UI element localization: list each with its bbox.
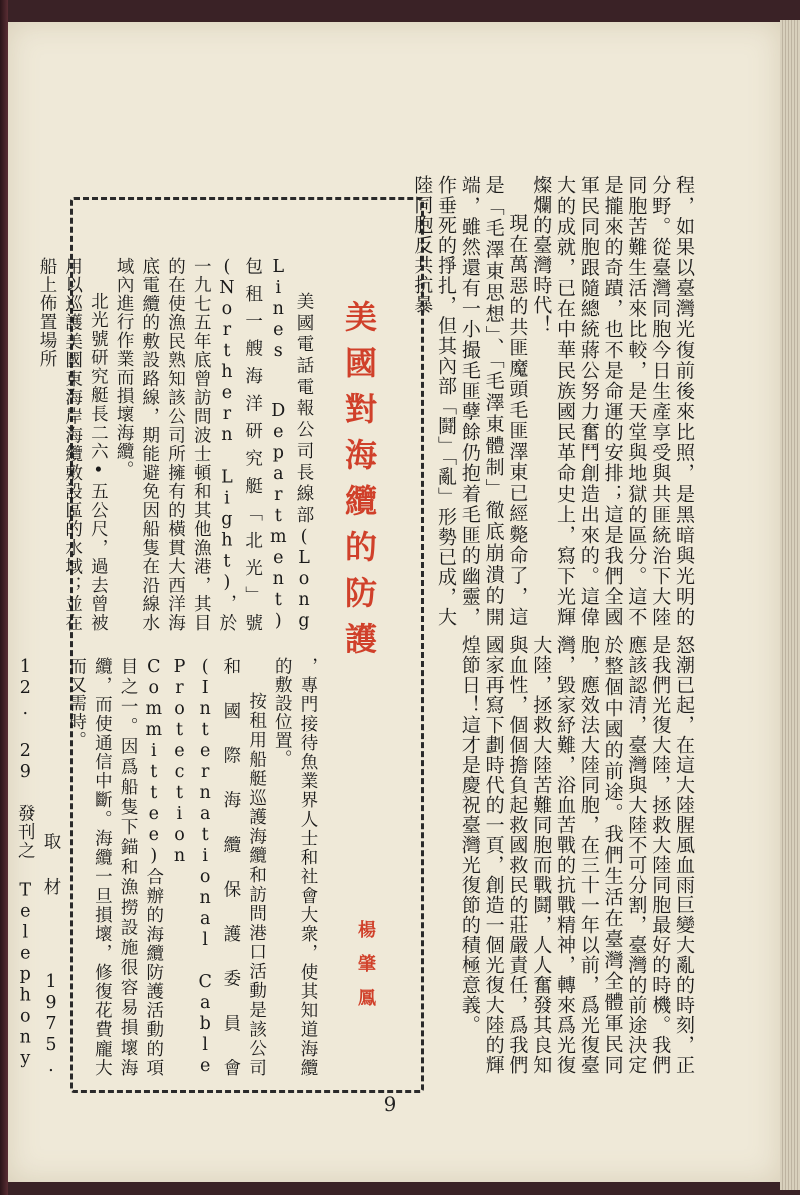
- boxed-article-source: 取材 1975. 12. 29 發刊之 Telephony: [15, 657, 61, 1077]
- main-paragraph-3: 怒潮已起，在這大陸腥風血雨巨變大亂的時刻，正是我們光復大陸，拯救大陸同胞最好的時機。我們應該認清，臺灣與大陸不可分割，臺灣的前途決定於整個中國的前途。我們生活在臺灣全體軍民同胞，應效法大陸同胞，在三十一年以前，爲光復臺灣，毀家紓難，浴血苦戰的抗戰精神，轉來爲光復大陸，拯救大陸苦難同胞而戰鬪，人人奮發其良知與血性，個個擔負起救國救民的莊嚴責任，爲我們國家再寫下劃時代的一頁，創造一個光復大陸的輝煌節日！這才是慶祝臺灣光復節的積極意義。: [458, 635, 695, 1075]
- page-number: 9: [383, 1092, 397, 1116]
- boxed-article-title: 美國對海纜的防護: [340, 300, 378, 668]
- boxed-paragraph-3: ，專門接待魚業界人士和社會大衆，使其知道海纜的敷設位置。: [272, 657, 318, 1077]
- main-article-lower-column: [458, 635, 695, 1075]
- main-article-upper-column: [411, 175, 695, 627]
- boxed-paragraph-1: 美國電話電報公司長線部(Long Lines Department)包租一艘海洋研究艇「北光」號(Northern Light)，於一九七五年底曾訪問波士頓和其他漁港，其目的在使漁民熟知該公司所擁有的橫貫大西洋海底電纜的敷設路線，期能避免因船隻在沿線水域內進行作業而損壞海纜。: [114, 257, 314, 632]
- book-spine: [0, 0, 8, 1195]
- boxed-article-lower-column: [15, 657, 320, 1077]
- main-paragraph-2: 現在萬惡的共匪魔頭毛匪澤東已經斃命了，這是「毛澤東思想」、「毛澤東體制」徹底崩潰的開端，雖然還有一小撮毛匪孽餘仍抱着毛匪的幽靈，作垂死的掙扎，但其內部「鬪」「亂」形勢已成，大陸同胞反共抗暴: [411, 175, 529, 627]
- main-paragraph-1: 程，如果以臺灣光復前後來比照，是黑暗與光明的分野。從臺灣同胞今日生產享受與共匪統治下大陸同胞苦難生活來比較，是天堂與地獄的區分。這不是攏來的奇蹟，也不是命運的安排；這是我們全國軍民同胞跟隨總統蔣公努力奮鬥創造出來的。這偉大的成就，已在中華民族國民革命史上，寫下光輝燦爛的臺灣時代！: [530, 175, 695, 627]
- boxed-paragraph-4: 按租用船艇巡護海纜和訪問港口活動是該公司和國際海纜保護委員會 (International Cable Protection Committee)合辦的海纜防護活動的項目之一。因爲船隻下錨和漁撈設施很容易損壞海纜，而使通信中斷。海纜一旦損壞，修復花費龐大而又需時。: [66, 657, 267, 1077]
- boxed-article-author: 楊肇鳳: [355, 920, 376, 1022]
- boxed-paragraph-2: 北光號研究艇長二六•五公尺，過去曾被用以巡護美國東海岸海纜敷設區的水域；並在船上佈置場所: [36, 257, 109, 632]
- boxed-article-upper-column: [36, 257, 316, 632]
- page-edges: [780, 20, 800, 1190]
